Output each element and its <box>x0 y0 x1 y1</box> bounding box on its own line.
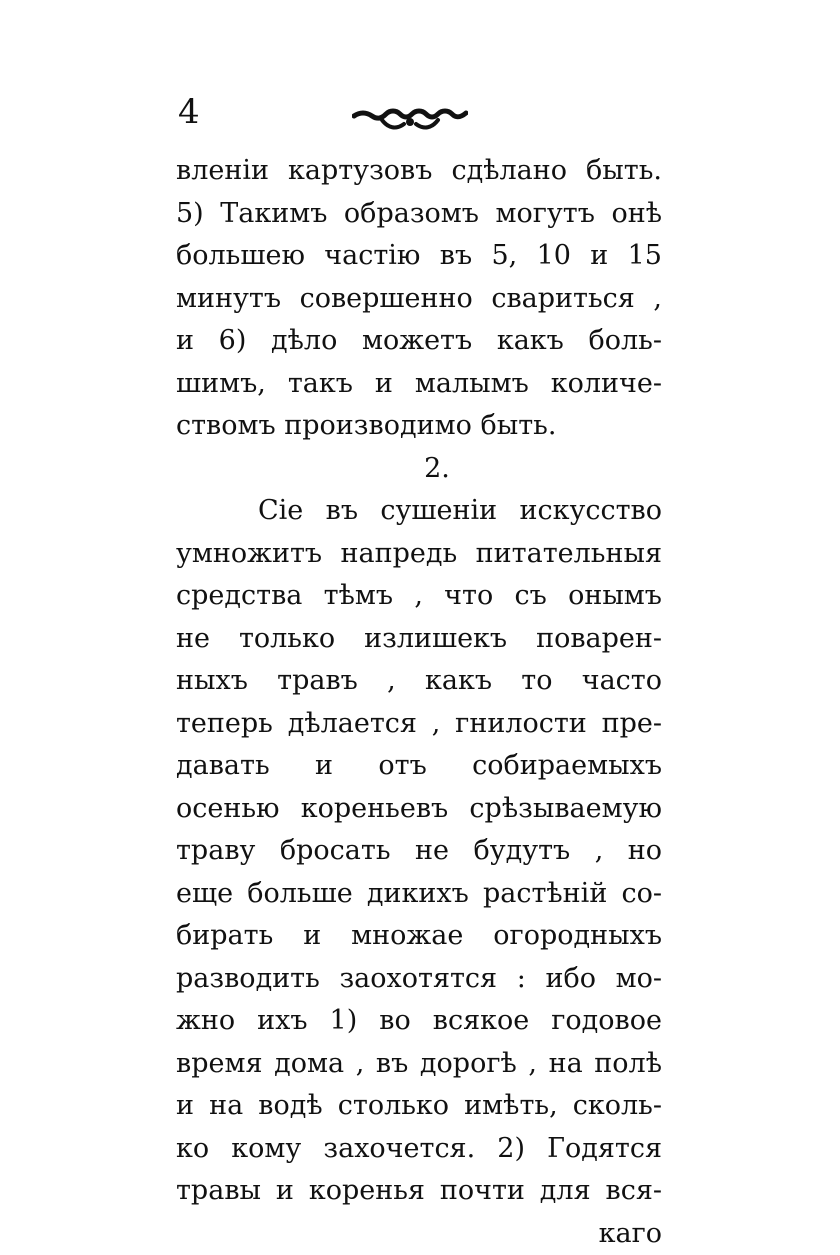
text-line: минутъ совершенно свариться , <box>176 278 662 321</box>
text-line: теперь дѣлается , гнилости пре- <box>176 703 662 746</box>
text-line: разводить заохотятся : ибо мо- <box>176 958 662 1001</box>
text-line: бирать и множае огородныхъ <box>176 915 662 958</box>
text-line: средства тѣмъ , что съ онымъ <box>176 575 662 618</box>
text-line: большею частію въ 5, 10 и 15 <box>176 235 662 278</box>
decorative-flourish-icon <box>352 104 468 134</box>
text-line: умножитъ напредь питательныя <box>176 533 662 576</box>
text-line: ствомъ производимо быть. <box>176 405 662 448</box>
section-number: 2. <box>176 448 662 491</box>
text-line: вленіи картузовъ сдѣлано быть. <box>176 150 662 193</box>
text-line: еще больше дикихъ растѣній со- <box>176 873 662 916</box>
text-line: жно ихъ 1) во всякое годовое <box>176 1000 662 1043</box>
text-line: Сіе въ сушеніи искусство <box>176 490 662 533</box>
text-line: и на водѣ столько имѣть, сколь- <box>176 1085 662 1128</box>
text-line: ко кому захочется. 2) Годятся <box>176 1128 662 1171</box>
text-line: траву бросать не будутъ , но <box>176 830 662 873</box>
text-line: шимъ, такъ и малымъ количе- <box>176 363 662 406</box>
text-line: и 6) дѣло можетъ какъ боль- <box>176 320 662 363</box>
text-line: ныхъ травъ , какъ то часто <box>176 660 662 703</box>
text-line: травы и коренья почти для вся- <box>176 1170 662 1213</box>
page-text <box>176 150 662 1255</box>
text-line: давать и отъ собираемыхъ <box>176 745 662 788</box>
text-line: не только излишекъ поварен- <box>176 618 662 661</box>
catchword: каго <box>176 1213 662 1255</box>
page-number: 4 <box>178 92 200 132</box>
text-line: 5) Такимъ образомъ могутъ онѣ <box>176 193 662 236</box>
text-line: время дома , въ дорогѣ , на полѣ <box>176 1043 662 1086</box>
text-line: осенью кореньевъ срѣзываемую <box>176 788 662 831</box>
